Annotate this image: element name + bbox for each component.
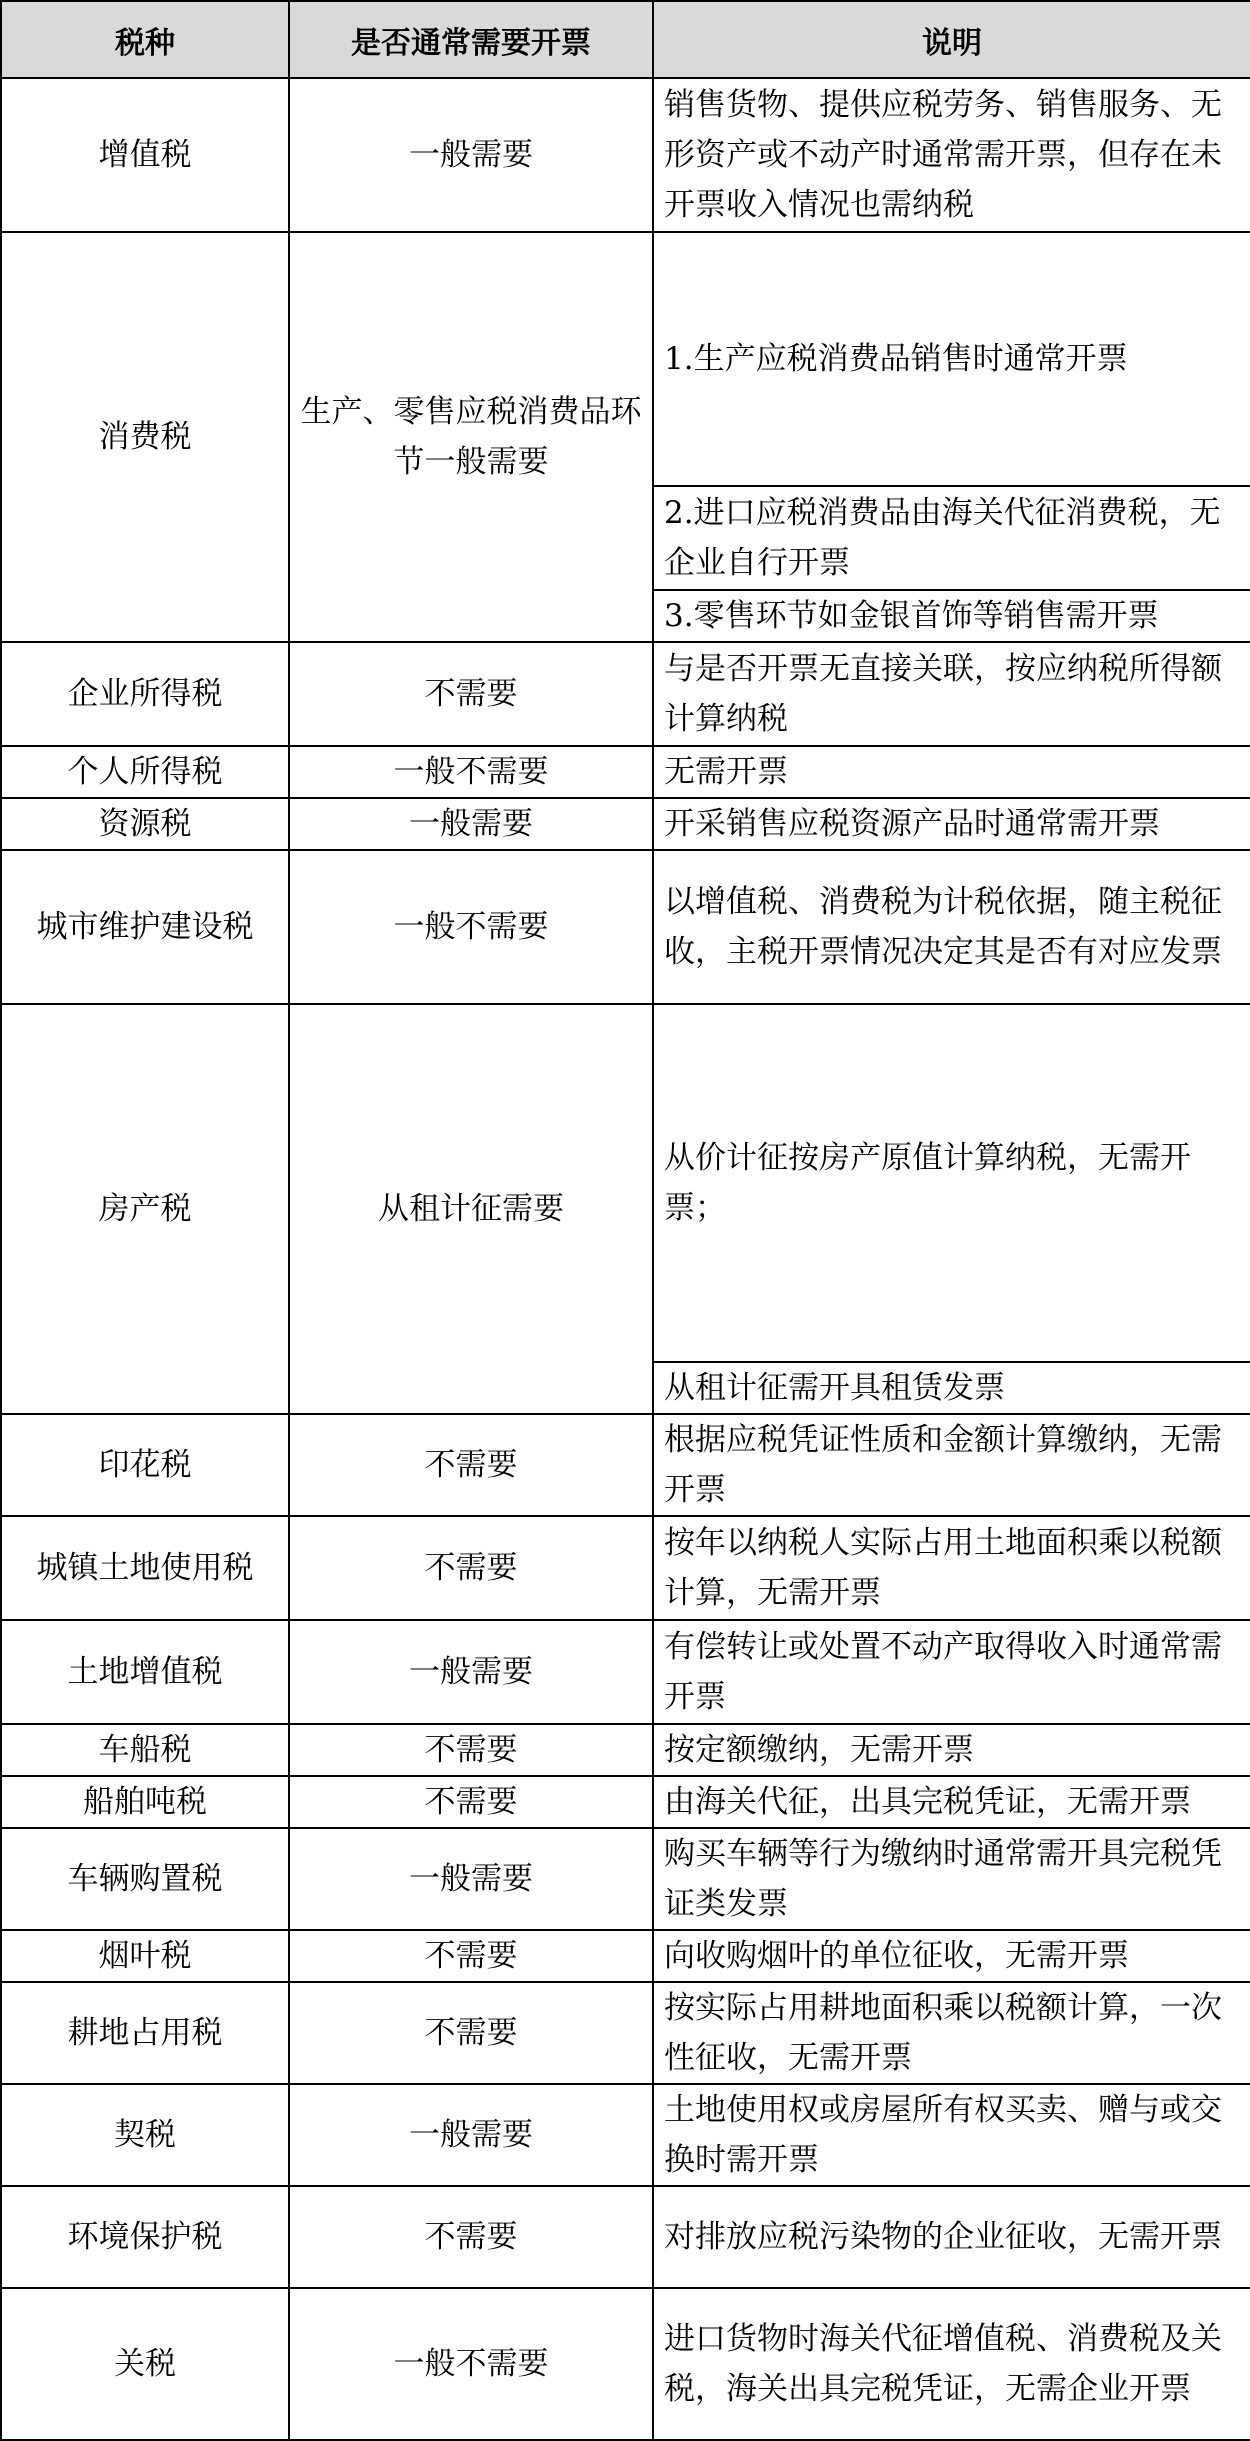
description-cell: 3.零售环节如金银首饰等销售需开票 bbox=[653, 590, 1250, 642]
invoice-required-cell: 一般不需要 bbox=[289, 2288, 653, 2440]
invoice-required-cell: 从租计征需要 bbox=[289, 1004, 653, 1414]
invoice-required-cell: 不需要 bbox=[289, 1724, 653, 1776]
description-cell: 按年以纳税人实际占用土地面积乘以税额计算，无需开票 bbox=[653, 1516, 1250, 1620]
description-cell: 进口货物时海关代征增值税、消费税及关税，海关出具完税凭证，无需企业开票 bbox=[653, 2288, 1250, 2440]
description-cell: 购买车辆等行为缴纳时通常需开具完税凭证类发票 bbox=[653, 1828, 1250, 1930]
description-cell: 有偿转让或处置不动产取得收入时通常需开票 bbox=[653, 1620, 1250, 1724]
invoice-required-cell: 不需要 bbox=[289, 1982, 653, 2084]
description-cell: 无需开票 bbox=[653, 746, 1250, 798]
table-row bbox=[1, 1982, 1250, 2084]
tax-name-cell: 关税 bbox=[1, 2288, 289, 2440]
table-row bbox=[1, 1516, 1250, 1620]
tax-name-cell: 城镇土地使用税 bbox=[1, 1516, 289, 1620]
table-row bbox=[1, 798, 1250, 850]
invoice-required-cell: 不需要 bbox=[289, 1414, 653, 1516]
description-cell: 从价计征按房产原值计算纳税，无需开票； bbox=[653, 1004, 1250, 1362]
description-cell: 由海关代征，出具完税凭证，无需开票 bbox=[653, 1776, 1250, 1828]
header-invoice-required: 是否通常需要开票 bbox=[289, 1, 653, 78]
tax-name-cell: 房产税 bbox=[1, 1004, 289, 1414]
description-cell: 销售货物、提供应税劳务、销售服务、无形资产或不动产时通常需开票，但存在未开票收入情况也需纳税 bbox=[653, 78, 1250, 232]
description-cell: 根据应税凭证性质和金额计算缴纳，无需开票 bbox=[653, 1414, 1250, 1516]
tax-name-cell: 增值税 bbox=[1, 78, 289, 232]
invoice-required-cell: 不需要 bbox=[289, 642, 653, 746]
table-row bbox=[1, 746, 1250, 798]
header-row bbox=[1, 1, 1250, 78]
tax-name-cell: 契税 bbox=[1, 2084, 289, 2186]
invoice-required-cell: 一般需要 bbox=[289, 1828, 653, 1930]
tax-name-cell: 车船税 bbox=[1, 1724, 289, 1776]
header-tax-type: 税种 bbox=[1, 1, 289, 78]
table-row bbox=[1, 2288, 1250, 2440]
tax-name-cell: 城市维护建设税 bbox=[1, 850, 289, 1004]
invoice-required-cell: 不需要 bbox=[289, 1516, 653, 1620]
description-cell: 按定额缴纳，无需开票 bbox=[653, 1724, 1250, 1776]
header-description: 说明 bbox=[653, 1, 1250, 78]
table-row bbox=[1, 1414, 1250, 1516]
table-row bbox=[1, 78, 1250, 232]
invoice-required-cell: 生产、零售应税消费品环节一般需要 bbox=[289, 232, 653, 642]
tax-name-cell: 印花税 bbox=[1, 1414, 289, 1516]
description-cell: 按实际占用耕地面积乘以税额计算，一次性征收，无需开票 bbox=[653, 1982, 1250, 2084]
table-row bbox=[1, 1620, 1250, 1724]
description-cell: 2.进口应税消费品由海关代征消费税，无企业自行开票 bbox=[653, 486, 1250, 590]
tax-name-cell: 消费税 bbox=[1, 232, 289, 642]
table-row bbox=[1, 1724, 1250, 1776]
invoice-required-cell: 一般不需要 bbox=[289, 746, 653, 798]
description-cell: 从租计征需开具租赁发票 bbox=[653, 1362, 1250, 1414]
description-cell: 开采销售应税资源产品时通常需开票 bbox=[653, 798, 1250, 850]
table-row bbox=[1, 232, 1250, 486]
tax-name-cell: 土地增值税 bbox=[1, 1620, 289, 1724]
description-cell: 以增值税、消费税为计税依据，随主税征收，主税开票情况决定其是否有对应发票 bbox=[653, 850, 1250, 1004]
invoice-required-cell: 一般需要 bbox=[289, 78, 653, 232]
tax-name-cell: 环境保护税 bbox=[1, 2186, 289, 2288]
table-row bbox=[1, 1004, 1250, 1362]
tax-name-cell: 烟叶税 bbox=[1, 1930, 289, 1982]
description-cell: 1.生产应税消费品销售时通常开票 bbox=[653, 232, 1250, 486]
tax-name-cell: 船舶吨税 bbox=[1, 1776, 289, 1828]
description-cell: 向收购烟叶的单位征收，无需开票 bbox=[653, 1930, 1250, 1982]
table-row bbox=[1, 850, 1250, 1004]
description-cell: 对排放应税污染物的企业征收，无需开票 bbox=[653, 2186, 1250, 2288]
tax-name-cell: 资源税 bbox=[1, 798, 289, 850]
tax-name-cell: 企业所得税 bbox=[1, 642, 289, 746]
tax-name-cell: 耕地占用税 bbox=[1, 1982, 289, 2084]
tax-name-cell: 个人所得税 bbox=[1, 746, 289, 798]
invoice-required-cell: 不需要 bbox=[289, 2186, 653, 2288]
description-cell: 与是否开票无直接关联，按应纳税所得额计算纳税 bbox=[653, 642, 1250, 746]
table-row bbox=[1, 642, 1250, 746]
table-row bbox=[1, 1930, 1250, 1982]
invoice-required-cell: 一般需要 bbox=[289, 2084, 653, 2186]
invoice-required-cell: 一般需要 bbox=[289, 1620, 653, 1724]
table-row bbox=[1, 2084, 1250, 2186]
invoice-required-cell: 一般不需要 bbox=[289, 850, 653, 1004]
description-cell: 土地使用权或房屋所有权买卖、赠与或交换时需开票 bbox=[653, 2084, 1250, 2186]
invoice-required-cell: 不需要 bbox=[289, 1930, 653, 1982]
invoice-required-cell: 不需要 bbox=[289, 1776, 653, 1828]
table-row bbox=[1, 1828, 1250, 1930]
table-row bbox=[1, 1776, 1250, 1828]
table-row bbox=[1, 2186, 1250, 2288]
invoice-required-cell: 一般需要 bbox=[289, 798, 653, 850]
tax-name-cell: 车辆购置税 bbox=[1, 1828, 289, 1930]
